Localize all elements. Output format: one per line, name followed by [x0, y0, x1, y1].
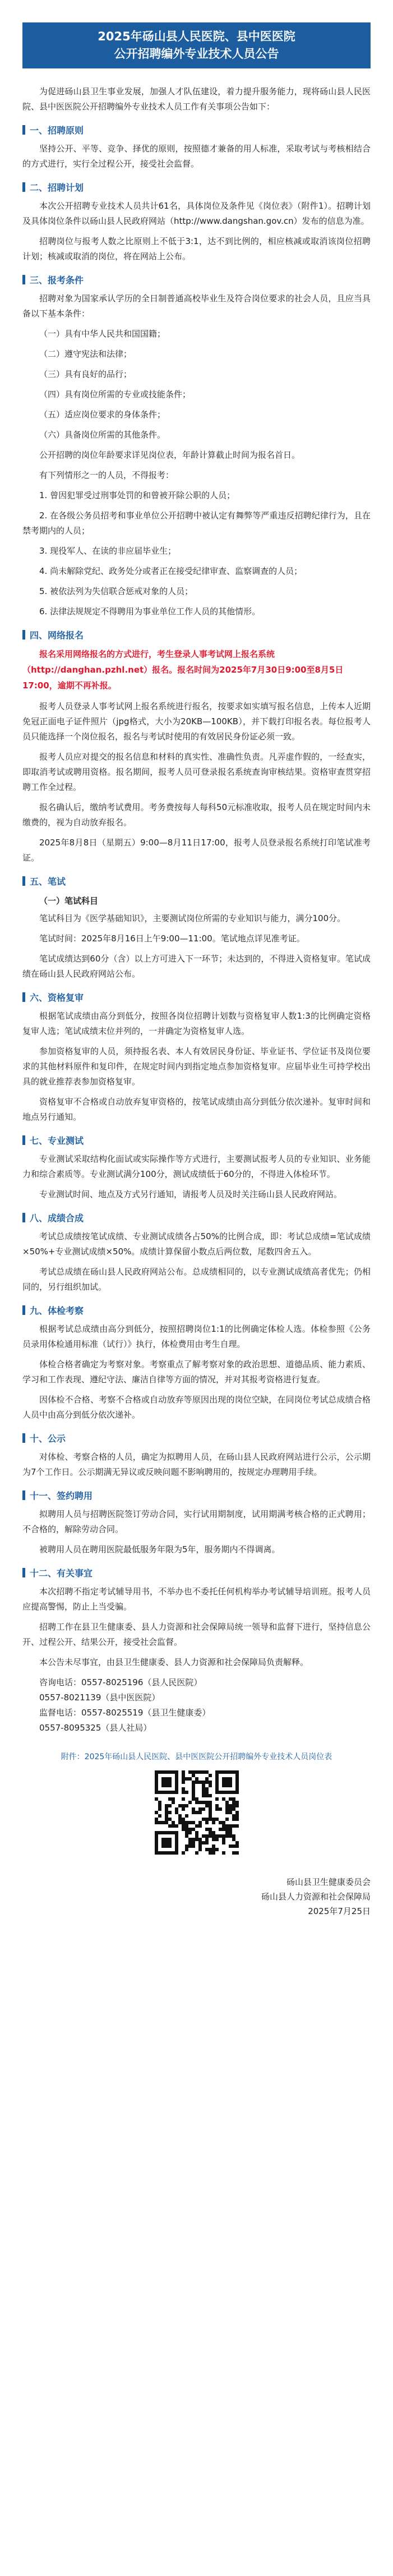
section-marker-icon [22, 876, 25, 886]
section-paragraph: 2025年8月8日（星期五）9:00—8月11日17:00，报考人员登录报名系统打印笔试准考证。 [22, 838, 371, 863]
section-paragraph: 6. 法律法规规定不得聘用为事业单位工作人员的其他情形。 [39, 606, 261, 617]
section-paragraph: 因体检不合格、考察不合格或自动放弃等原因出现的岗位空缺，在同岗位考试总成绩合格人员中由高分到低分依次递补。 [22, 1395, 371, 1420]
section-heading [22, 1134, 371, 1148]
section-paragraph: 2. 在各级公务员招考和事业单位公开招聘中被认定有舞弊等严重违反招聘纪律行为，且在禁考期内的人员； [22, 510, 371, 536]
section-marker-icon [22, 630, 25, 640]
section-heading [22, 628, 371, 643]
section-heading [22, 875, 371, 889]
section-heading-text: 十二、有关事宜 [30, 1568, 93, 1579]
section-paragraph: 笔试时间：2025年8月16日上午9:00—11:00。笔试地点详见准考证。 [39, 933, 305, 944]
condition-item: （五）适应岗位要求的身体条件； [39, 410, 166, 420]
notice-title-banner [22, 22, 371, 68]
section-paragraph: 报名确认后，缴纳考试费用。考务费按每人每科50元标准收取，报考人员在规定时间内未缴费的，视为自动放弃报名。 [22, 802, 371, 827]
section-paragraph: 本公告未尽事宜，由县卫生健康委、县人力资源和社会保障局负责解释。 [39, 1657, 309, 1667]
contact-line: 咨询电话：0557-8025196（县人民医院） [39, 1677, 202, 1687]
section-marker-icon [22, 992, 25, 1002]
section-marker-icon [22, 1213, 25, 1222]
section-paragraph: 对体检、考察合格的人员，确定为拟聘用人员，在砀山县人民政府网站进行公示，公示期为7个工作日。公示期满无异议或反映问题不影响聘用的，按规定办理聘用手续。 [22, 1452, 371, 1477]
section-heading-text: 六、资格复审 [30, 992, 84, 1003]
section-heading-text: 九、体检考察 [30, 1305, 84, 1316]
notice-sections [22, 123, 371, 1736]
section-heading [22, 123, 371, 138]
section-heading [22, 1566, 371, 1581]
section-paragraph: 招聘岗位与报考人数之比原则上不低于3:1，达不到比例的，相应核减或取消该岗位招聘计划；核减或取消的岗位，将在网站上公布。 [22, 236, 371, 261]
section-paragraph: 笔试成绩达到60分（含）以上方可进入下一环节；未达到的，不得进入资格复审。笔试成绩在砀山县人民政府网站公布。 [22, 954, 371, 979]
section-heading-text: 二、招聘计划 [30, 182, 84, 193]
qr-code-icon [155, 1770, 239, 1855]
registration-highlight: 报名采用网络报名的方式进行，考生登录人事考试网上报名系统（http://danghan.pzhl.net）报名。报名时间为2025年7月30日9:00至8月5日17:00，逾期不再补报。 [22, 649, 344, 691]
contact-line: 0557-8095325（县人社局） [39, 1723, 152, 1733]
section-heading-text: 十一、签约聘用 [30, 1491, 93, 1501]
condition-item: （四）具有岗位所需的专业或技能条件； [39, 389, 191, 399]
section-paragraph: 考试总成绩在砀山县人民政府网站公布。总成绩相同的，以专业测试成绩高者优先；仍相同的，另行组织加试。 [22, 1267, 371, 1292]
contact-line: 0557-8021139（县中医医院） [39, 1692, 160, 1703]
attachment-link[interactable]: 附件：2025年砀山县人民医院、县中医医院公开招聘编外专业技术人员岗位表 [61, 1752, 332, 1761]
section-paragraph: 1. 曾因犯罪受过刑事处罚的和曾被开除公职的人员； [39, 490, 235, 500]
condition-item: （一）具有中华人民共和国国籍； [39, 329, 166, 339]
notice-title-line-2: 公开招聘编外专业技术人员公告 [114, 47, 279, 61]
qr-code-container [22, 1770, 371, 1855]
signature-org-2: 砀山县人力资源和社会保障局 [261, 1892, 371, 1902]
intro-paragraph: 为促进砀山县卫生事业发展，加强人才队伍建设，着力提升服务能力，现将砀山县人民医院、县中医医院公开招聘编外专业技术人员工作有关事项公告如下： [22, 86, 371, 112]
section-paragraph: 有下列情形之一的人员，不得报考： [39, 470, 174, 480]
section-heading [22, 991, 371, 1005]
section-marker-icon [22, 1433, 25, 1443]
section-paragraph: 参加资格复审的人员，须持报名表、本人有效居民身份证、毕业证书、学位证书及岗位要求的其他材料原件和复印件，在规定时间内到指定地点参加资格复审。应届毕业生可持学校出具的就业推荐表参加资格复审。 [22, 1046, 371, 1087]
section-heading [22, 181, 371, 195]
section-heading [22, 273, 371, 288]
section-heading-text: 三、报考条件 [30, 275, 84, 286]
section-paragraph: 资格复审不合格或自动放弃复审资格的，按笔试成绩由高分到低分依次递补。复审时间和地点另行通知。 [22, 1097, 371, 1122]
section-heading-text: 五、笔试 [30, 876, 66, 887]
condition-item: （三）具有良好的品行； [39, 369, 132, 379]
section-paragraph: 根据笔试成绩由高分到低分，按照各岗位招聘计划数与资格复审人数1:3的比例确定资格复审人选；笔试成绩末位并列的，一并确定为资格复审人选。 [22, 1011, 371, 1036]
section-paragraph: 坚持公开、平等、竞争、择优的原则，按照德才兼备的用人标准，采取考试与考核相结合的方式进行，实行全过程公开，接受社会监督。 [22, 144, 371, 169]
section-paragraph: 3. 现役军人、在读的非应届毕业生； [39, 546, 177, 556]
contact-line: 监督电话：0557-8025519（县卫生健康委） [39, 1708, 211, 1718]
section-paragraph: 根据考试总成绩由高分到低分，按照招聘岗位1:1的比例确定体检人选。体检参照《公务员录用体检通用标准（试行）》执行，体检费用由考生自理。 [22, 1324, 371, 1349]
section-heading-text: 八、成绩合成 [30, 1213, 84, 1223]
section-paragraph: 被聘用人员在聘用医院最低服务年限为5年，服务期内不得调离。 [39, 1544, 280, 1554]
section-paragraph: 拟聘用人员与招聘医院签订劳动合同，实行试用期制度，试用期满考核合格的正式聘用；不合格的，解除劳动合同。 [22, 1509, 371, 1534]
section-heading [22, 1304, 371, 1318]
section-paragraph: 报考人员应对提交的报名信息和材料的真实性、准确性负责。凡弄虚作假的，一经查实，即取消考试或聘用资格。报名期间，报考人员可登录报名系统查询审核结果。资格审查贯穿招聘工作全过程。 [22, 752, 371, 792]
section-marker-icon [22, 1305, 25, 1315]
section-paragraph: 招聘工作在县卫生健康委、县人力资源和社会保障局统一领导和监督下进行，坚持信息公开、过程公开、结果公开，接受社会监督。 [22, 1622, 371, 1647]
section-marker-icon [22, 1491, 25, 1500]
section-paragraph: 本次公开招聘专业技术人员共计61名，具体岗位及条件见《岗位表》（附件1）。招聘计划及具体岗位条件以砀山县人民政府网站（http://www.dangshan.gov.cn）发布的信息为准。 [22, 201, 371, 226]
notice-title-line-1: 2025年砀山县人民医院、县中医医院 [98, 30, 295, 43]
section-heading-text: 十、公示 [30, 1433, 66, 1444]
section-marker-icon [22, 1568, 25, 1577]
section-subheading: （一）笔试科目 [39, 896, 99, 906]
condition-item: （二）遵守宪法和法律； [39, 349, 132, 359]
signature-date: 2025年7月25日 [308, 1906, 371, 1916]
section-marker-icon [22, 182, 25, 192]
section-heading [22, 1489, 371, 1503]
section-paragraph: 专业测试时间、地点及方式另行通知，请报考人员及时关注砀山县人民政府网站。 [39, 1189, 343, 1199]
section-paragraph: 公开招聘的岗位年龄要求详见岗位表，年龄计算截止时间为报名首日。 [39, 450, 300, 460]
section-paragraph: 笔试科目为《医学基础知识》，主要测试岗位所需的专业知识与能力，满分100分。 [39, 913, 346, 923]
section-paragraph: 招聘对象为国家承认学历的全日制普通高校毕业生及符合岗位要求的社会人员，且应当具备以下基本条件： [22, 293, 371, 319]
section-heading-text: 一、招聘原则 [30, 125, 84, 136]
section-paragraph: 本次招聘不指定考试辅导用书，不举办也不委托任何机构举办考试辅导培训班。报考人员应提高警惕，防止上当受骗。 [22, 1586, 371, 1612]
section-heading [22, 1211, 371, 1226]
section-paragraph: 4. 尚未解除党纪、政务处分或者正在接受纪律审查、监察调查的人员； [39, 566, 303, 576]
section-marker-icon [22, 125, 25, 135]
condition-item: （六）具备岗位所需的其他条件。 [39, 430, 166, 440]
section-heading-text: 四、网络报名 [30, 630, 84, 641]
section-paragraph: 体检合格者确定为考察对象。考察重点了解考察对象的政治思想、道德品质、能力素质、学习和工作表现、遵纪守法、廉洁自律等方面的情况，并对其报考资格进行复查。 [22, 1359, 371, 1384]
signature-org-1: 砀山县卫生健康委员会 [286, 1877, 371, 1887]
section-paragraph: 考试总成绩按笔试成绩、专业测试成绩各占50%的比例合成，即：考试总成绩=笔试成绩×50%+专业测试成绩×50%。成绩计算保留小数点后两位数，尾数四舍五入。 [22, 1231, 371, 1257]
section-heading-text: 七、专业测试 [30, 1135, 84, 1146]
section-paragraph: 专业测试采取结构化面试或实际操作等方式进行，主要测试报考人员的专业知识、业务能力和综合素质等。专业测试满分100分，测试成绩低于60分的，不得进入体检环节。 [22, 1154, 371, 1179]
section-paragraph: 报考人员登录人事考试网上报名系统进行报名，按要求如实填写报名信息，上传本人近期免冠正面电子证件照片（jpg格式，大小为20KB—100KB），并下载打印报名表。每位报考人员只能选择一个岗位报名，报名与考试时使用的有效居民身份证必须一致。 [22, 701, 371, 742]
section-marker-icon [22, 275, 25, 284]
section-marker-icon [22, 1135, 25, 1145]
section-heading [22, 1432, 371, 1446]
section-paragraph: 5. 被依法列为失信联合惩戒对象的人员； [39, 586, 193, 596]
